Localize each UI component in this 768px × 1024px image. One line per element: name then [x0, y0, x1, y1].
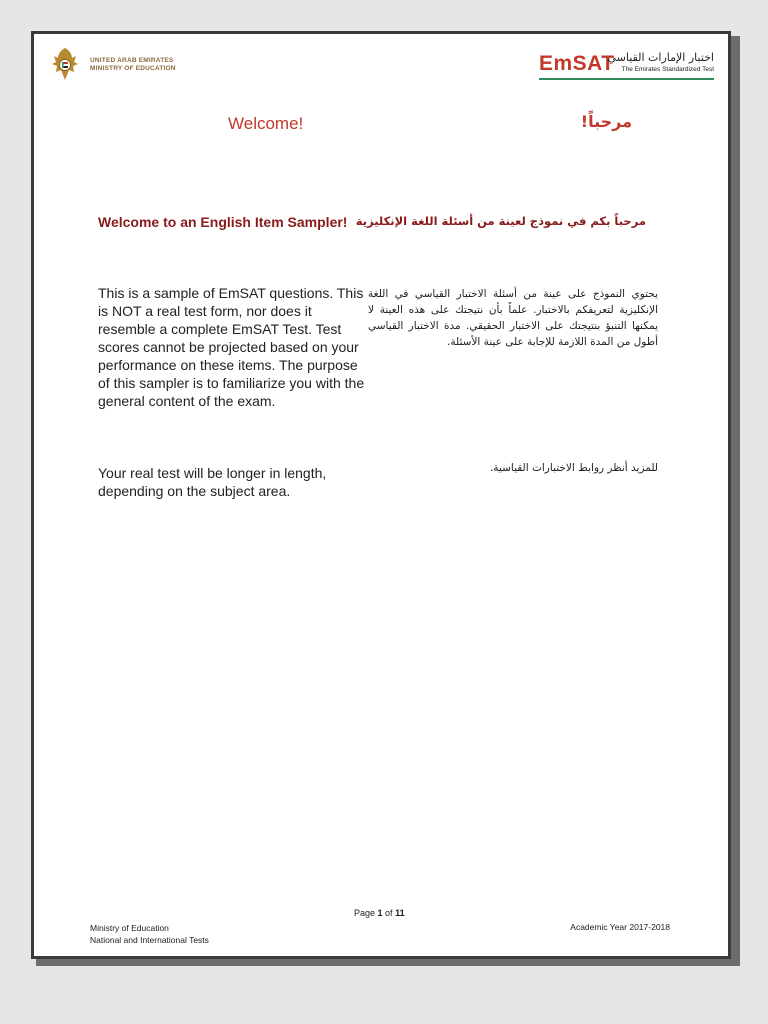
- footer-left: [90, 922, 209, 946]
- emsat-underline: [539, 78, 714, 80]
- welcome-title-arabic: مرحباً!: [580, 112, 632, 131]
- intro-paragraph-english: This is a sample of EmSAT questions. This is NOT a real test form, nor does it resemble a complete EmSAT Test. Test scores cannot be projected based on your performance on these items. The purpose of this sampler is to familiarize you with the general content of the exam.: [98, 285, 365, 409]
- emsat-wordmark: EmSAT: [539, 52, 615, 75]
- intro-paragraph-arabic: يحتوي النموذج على عينة من أسئلة الاختبار القياسي في اللغة الإنكليزية لتعريفكم بالاختبار. علماً بأن نتيجتك على هذه العينة لا يمكنها التنبؤ بنتيجتك على الاختبار الحقيقي. مدة الاختبار القياسي أطول من المدة اللازمة للإجابة على عينة الأسئلة.: [368, 288, 658, 348]
- ministry-block: [90, 57, 176, 73]
- page-number: [354, 908, 405, 918]
- sampler-heading-arabic: مرحباً بكم في نموذج لعينة من أسئلة اللغة الإنكليزية: [355, 214, 646, 228]
- page-current: 1: [377, 908, 383, 918]
- footer-ministry: Ministry of Education: [90, 923, 169, 933]
- emsat-logo: [539, 51, 714, 81]
- page-prefix: Page: [354, 908, 378, 918]
- sampler-heading-english: Welcome to an English Item Sampler!: [98, 214, 348, 230]
- real-test-note-arabic: للمزيد أنظر روابط الاختبارات القياسية.: [489, 462, 658, 474]
- uae-emblem-icon: [50, 46, 80, 82]
- page-total: 11: [395, 908, 405, 918]
- real-test-note-english: Your real test will be longer in length, depending on the subject area.: [98, 465, 327, 499]
- document-page: [31, 31, 731, 959]
- ministry-line-2: MINISTRY OF EDUCATION: [90, 65, 176, 72]
- ministry-line-1: UNITED ARAB EMIRATES: [90, 57, 174, 64]
- emsat-subtitle: The Emirates Standardized Test: [621, 66, 714, 73]
- page-of: of: [382, 908, 396, 918]
- welcome-title-english: Welcome!: [228, 114, 304, 133]
- emsat-arabic-title: اختبار الإمارات القياسي: [607, 51, 714, 64]
- footer-department: National and International Tests: [90, 935, 209, 945]
- footer-academic-year: Academic Year 2017-2018: [570, 922, 670, 932]
